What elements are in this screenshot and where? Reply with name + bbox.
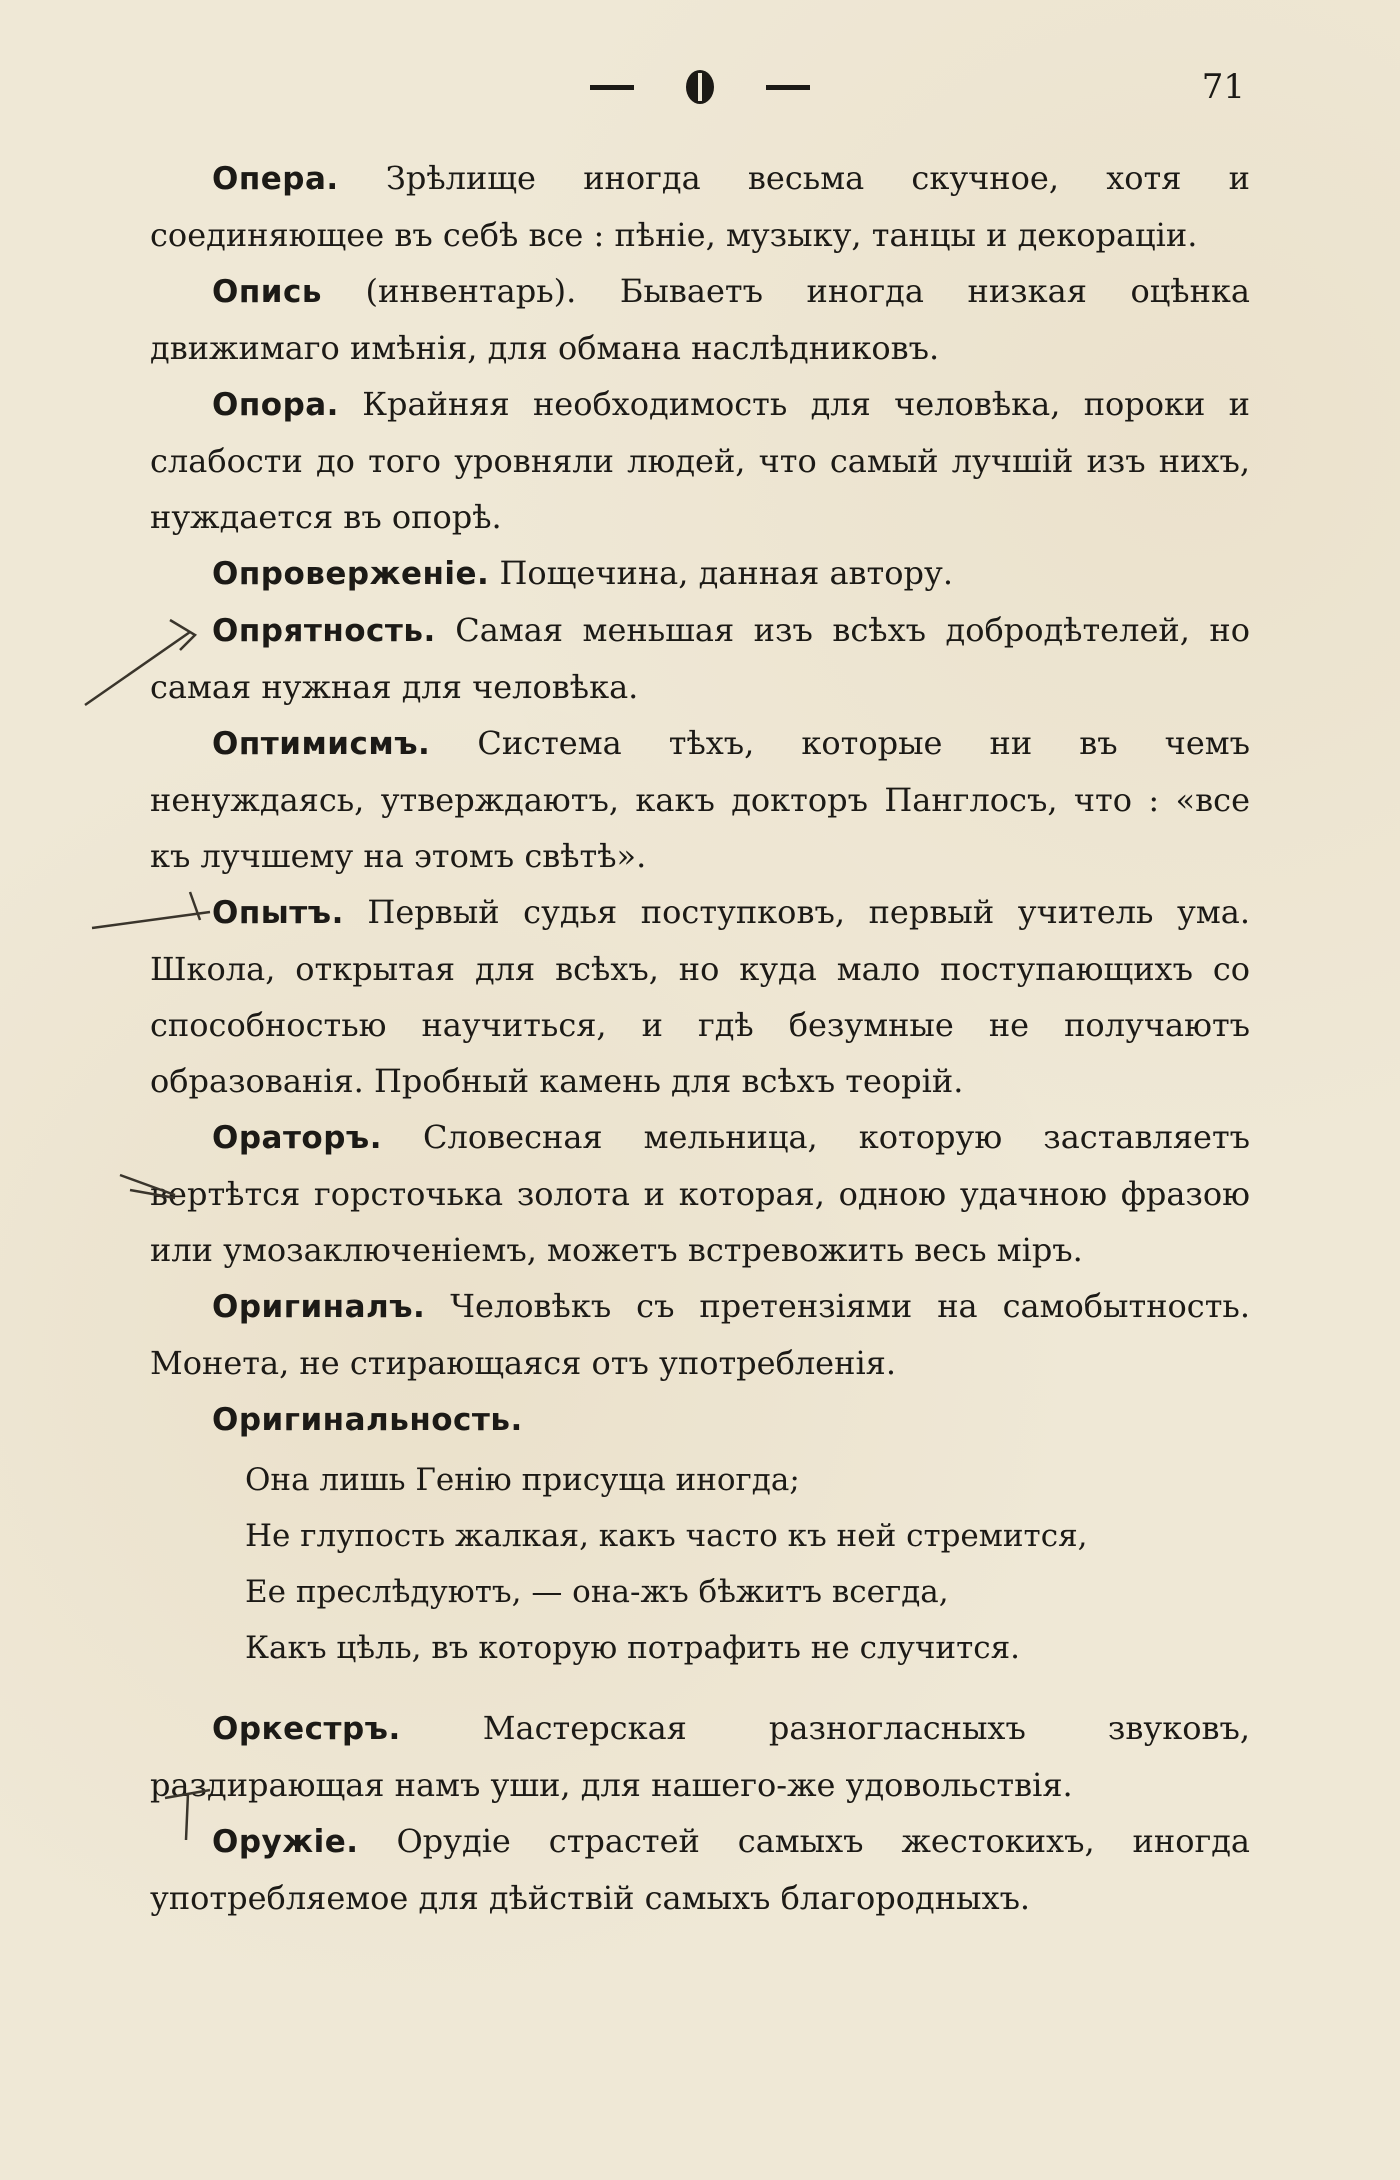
ornament-dash-right bbox=[766, 85, 810, 90]
verse-line: Не глупость жалкая, какъ часто къ ней стремится, bbox=[245, 1518, 1088, 1554]
page-header bbox=[0, 62, 1400, 122]
entry-opryatnost bbox=[150, 602, 1250, 715]
entry-headword: Опора. bbox=[212, 387, 339, 423]
entry-opera bbox=[150, 150, 1250, 263]
ornament-dash-left bbox=[590, 85, 634, 90]
header-ornament bbox=[590, 62, 810, 112]
verse-block bbox=[245, 1452, 1250, 1676]
entry-headword: Ораторъ. bbox=[212, 1120, 382, 1156]
entry-headword: Опера. bbox=[212, 161, 339, 197]
entry-orkestr bbox=[150, 1700, 1250, 1813]
entry-oruzhie bbox=[150, 1813, 1250, 1926]
entry-originalnost bbox=[150, 1391, 1250, 1448]
entry-headword: Опрятность. bbox=[212, 613, 436, 649]
verse-line: Она лишь Генію присуща иногда; bbox=[245, 1462, 800, 1498]
entry-definition: (инвентарь). Бываетъ иногда низкая оцѣнка движимаго имѣнія, для обмана наслѣдниковъ. bbox=[150, 272, 1250, 367]
entry-headword: Оркестръ. bbox=[212, 1711, 401, 1747]
entry-definition: Словесная мельница, которую заставляетъ вертѣтся горсточька золота и которая, одною удачною фразою или умозаключеніемъ, можетъ встревожить весь міръ. bbox=[150, 1118, 1250, 1269]
dictionary-entries bbox=[150, 150, 1250, 1926]
entry-optimism bbox=[150, 715, 1250, 884]
entry-definition: Крайняя необходимость для человѣка, пороки и слабости до того уровняли людей, что самый лучшій изъ нихъ, нуждается въ опорѣ. bbox=[150, 385, 1250, 536]
verse-line: Какъ цѣль, въ которую потрафить не случится. bbox=[245, 1630, 1020, 1666]
entry-definition: Система тѣхъ, которые ни въ чемъ ненуждаясь, утверждаютъ, какъ докторъ Панглосъ, что : «все къ лучшему на этомъ свѣтѣ». bbox=[150, 724, 1250, 875]
entry-headword: Оптимисмъ. bbox=[212, 726, 431, 762]
entry-definition: Зрѣлище иногда весьма скучное, хотя и соединяющее въ себѣ все : пѣніе, музыку, танцы и декораціи. bbox=[150, 159, 1250, 254]
entry-opyt bbox=[150, 884, 1250, 1109]
entry-headword: Оружіе. bbox=[212, 1824, 359, 1860]
entry-orator bbox=[150, 1109, 1250, 1278]
entry-definition: Мастерская разногласныхъ звуковъ, раздирающая намъ уши, для нашего-же удовольствія. bbox=[150, 1709, 1250, 1804]
entry-headword: Опроверженіе. bbox=[212, 556, 490, 592]
entry-headword: Опись bbox=[212, 274, 322, 310]
entry-oproverzhenie bbox=[150, 545, 1250, 602]
entry-headword: Оригинальность. bbox=[212, 1402, 523, 1438]
entry-definition: Человѣкъ съ претензіями на самобытность. Монета, не стирающаяся отъ употребленія. bbox=[150, 1287, 1250, 1382]
page-number: 71 bbox=[1201, 67, 1245, 107]
verse-line: Ее преслѣдуютъ, — она-жъ бѣжитъ всегда, bbox=[245, 1574, 949, 1610]
entry-definition: Самая меньшая изъ всѣхъ добродѣтелей, но самая нужная для человѣка. bbox=[150, 611, 1250, 706]
entry-definition: Пощечина, данная автору. bbox=[489, 554, 953, 592]
entry-headword: Опытъ. bbox=[212, 895, 344, 931]
entry-definition: Первый судья поступковъ, первый учитель ума. Школа, открытая для всѣхъ, но куда мало поступающихъ со способностью научиться, и гдѣ безумные не получаютъ образованія. Пробный камень для всѣхъ теорій. bbox=[150, 893, 1250, 1100]
entry-original bbox=[150, 1278, 1250, 1391]
entry-definition: Орудіе страстей самыхъ жестокихъ, иногда употребляемое для дѣйствій самыхъ благородныхъ. bbox=[150, 1822, 1250, 1917]
entry-opis bbox=[150, 263, 1250, 376]
fleuron-icon bbox=[686, 70, 714, 104]
entry-headword: Оригиналъ. bbox=[212, 1289, 426, 1325]
entry-opora bbox=[150, 376, 1250, 545]
